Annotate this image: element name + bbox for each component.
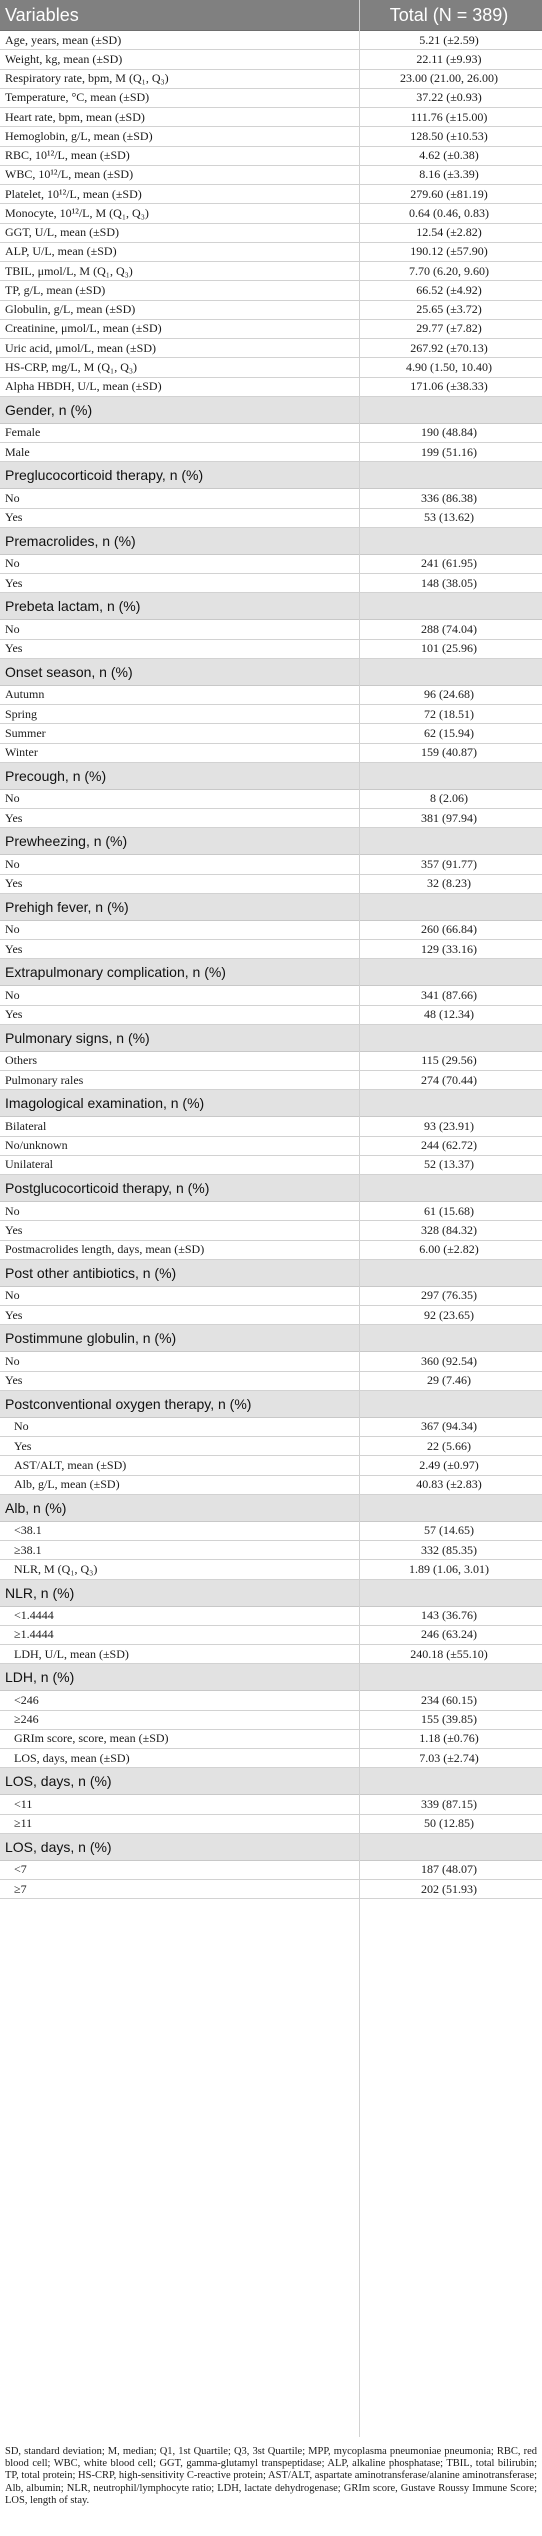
total-value: 111.76 (±15.00) (410, 109, 488, 124)
total-value: 52 (13.37) (424, 1157, 474, 1172)
table-row (0, 108, 542, 127)
variable-label: No (14, 1419, 29, 1434)
variable-label: No (5, 1203, 20, 1218)
table-row (0, 358, 542, 377)
table-row (0, 1006, 542, 1025)
section-label: Extrapulmonary complication, n (%) (5, 964, 226, 981)
section-label: Imagological examination, n (%) (5, 1095, 205, 1112)
total-value: 53 (13.62) (424, 510, 474, 525)
total-value: 199 (51.16) (421, 444, 477, 459)
variable-label: No/unknown (5, 1138, 68, 1153)
table-row (0, 1880, 542, 1899)
table-row (0, 875, 542, 894)
total-value: 190 (48.84) (421, 425, 477, 440)
variable-label: Yes (5, 1307, 23, 1322)
total-value: 2.49 (±0.97) (419, 1457, 479, 1472)
total-value: 148 (38.05) (421, 575, 477, 590)
variable-label: No (5, 856, 20, 871)
variable-label: <11 (14, 1796, 33, 1811)
total-value: 5.21 (±2.59) (419, 32, 479, 47)
variable-label: <246 (14, 1692, 39, 1707)
table-row (0, 1352, 542, 1371)
variable-label: RBC, 10¹²/L, mean (±SD) (5, 148, 130, 163)
total-value: 246 (63.24) (421, 1627, 477, 1642)
section-header-row (0, 1768, 542, 1795)
table-body (0, 31, 542, 1899)
variable-label: No (5, 1353, 20, 1368)
table-row (0, 1795, 542, 1814)
variable-label: No (5, 791, 20, 806)
total-value: 328 (84.32) (421, 1222, 477, 1237)
table-row (0, 1607, 542, 1626)
variable-label: ALP, U/L, mean (±SD) (5, 244, 117, 259)
variable-label: <1.4444 (14, 1608, 54, 1623)
total-value: 260 (66.84) (421, 922, 477, 937)
table-row (0, 940, 542, 959)
total-value: 0.64 (0.46, 0.83) (409, 205, 489, 220)
total-value: 57 (14.65) (424, 1523, 474, 1538)
section-label: NLR, n (%) (5, 1584, 75, 1601)
total-value: 22.11 (±9.93) (416, 51, 482, 66)
variable-label: Summer (5, 725, 46, 740)
table-row (0, 1456, 542, 1475)
variable-label: Yes (14, 1438, 32, 1453)
table-row (0, 1221, 542, 1240)
total-value: 381 (97.94) (421, 810, 477, 825)
variable-label: LDH, U/L, mean (±SD) (14, 1646, 129, 1661)
variable-label: Spring (5, 706, 38, 721)
section-label: Preglucocorticoid therapy, n (%) (5, 467, 204, 484)
total-value: 48 (12.34) (424, 1007, 474, 1022)
total-value: 187 (48.07) (421, 1862, 477, 1877)
table-row (0, 1306, 542, 1325)
section-label: Prehigh fever, n (%) (5, 898, 129, 915)
table-row (0, 89, 542, 108)
table-row (0, 301, 542, 320)
total-value: 8 (2.06) (430, 791, 468, 806)
section-header-row (0, 1260, 542, 1287)
total-value: 357 (91.77) (421, 856, 477, 871)
total-value: 267.92 (±70.13) (410, 340, 488, 355)
table-row (0, 443, 542, 462)
total-value: 202 (51.93) (421, 1881, 477, 1896)
variable-label: No (5, 556, 20, 571)
total-value: 62 (15.94) (424, 725, 474, 740)
section-header-row (0, 1175, 542, 1202)
variable-label: Bilateral (5, 1118, 47, 1133)
variable-label: Monocyte, 10¹²/L, M (Q₁, Q₃) (5, 205, 149, 220)
variable-label: No (5, 1288, 20, 1303)
variable-label: No (5, 987, 20, 1002)
total-value: 29.77 (±7.82) (416, 321, 482, 336)
variable-label: Temperature, °C, mean (±SD) (5, 90, 150, 105)
variable-label: AST/ALT, mean (±SD) (14, 1457, 127, 1472)
table-row (0, 262, 542, 281)
table-row (0, 1052, 542, 1071)
total-value: 241 (61.95) (421, 556, 477, 571)
total-value: 50 (12.85) (424, 1816, 474, 1831)
total-value: 25.65 (±3.72) (416, 302, 482, 317)
total-value: 93 (23.91) (424, 1118, 474, 1133)
table-row (0, 986, 542, 1005)
table-row (0, 855, 542, 874)
table-row (0, 1418, 542, 1437)
total-value: 115 (29.56) (421, 1053, 477, 1068)
table-row (0, 809, 542, 828)
table-row (0, 1476, 542, 1495)
total-value: 96 (24.68) (424, 687, 474, 702)
total-value: 341 (87.66) (421, 987, 477, 1002)
variable-label: Yes (5, 1222, 23, 1237)
total-value: 7.03 (±2.74) (419, 1750, 479, 1765)
table-row (0, 70, 542, 89)
table-row (0, 1861, 542, 1880)
table-row (0, 1626, 542, 1645)
table-row (0, 1749, 542, 1768)
table-row (0, 31, 542, 50)
table-row (0, 1522, 542, 1541)
table-row (0, 620, 542, 639)
header-total: Total (N = 389) (389, 4, 509, 25)
total-value: 159 (40.87) (421, 745, 477, 760)
section-label: Gender, n (%) (5, 401, 93, 418)
table-row (0, 489, 542, 508)
total-value: 332 (85.35) (421, 1542, 477, 1557)
variable-label: Autumn (5, 687, 45, 702)
section-header-row (0, 1325, 542, 1352)
table-row (0, 281, 542, 300)
variable-label: Alpha HBDH, U/L, mean (±SD) (5, 379, 162, 394)
total-value: 240.18 (±55.10) (410, 1646, 488, 1661)
table-row (0, 1560, 542, 1579)
total-value: 190.12 (±57.90) (410, 244, 488, 259)
variable-label: Male (5, 444, 30, 459)
section-header-row (0, 959, 542, 986)
section-header-row (0, 1664, 542, 1691)
total-value: 22 (5.66) (427, 1438, 471, 1453)
variable-label: Winter (5, 745, 38, 760)
total-value: 234 (60.15) (421, 1692, 477, 1707)
table-row (0, 1815, 542, 1834)
table-row (0, 320, 542, 339)
variable-label: Creatinine, μmol/L, mean (±SD) (5, 321, 162, 336)
table-row (0, 1711, 542, 1730)
table-row (0, 1541, 542, 1560)
table-row (0, 204, 542, 223)
variable-label: ≥1.4444 (14, 1627, 54, 1642)
table-row (0, 1071, 542, 1090)
total-value: 4.62 (±0.38) (419, 148, 479, 163)
table-row (0, 790, 542, 809)
section-header-row (0, 1025, 542, 1052)
total-value: 6.00 (±2.82) (419, 1242, 479, 1257)
section-label: Post other antibiotics, n (%) (5, 1264, 177, 1281)
table-row (0, 1202, 542, 1221)
total-value: 101 (25.96) (421, 641, 477, 656)
total-value: 339 (87.15) (421, 1796, 477, 1811)
section-label: LOS, days, n (%) (5, 1838, 112, 1855)
section-header-row (0, 1834, 542, 1861)
total-value: 297 (76.35) (421, 1288, 477, 1303)
variable-label: Others (5, 1053, 37, 1068)
total-value: 1.89 (1.06, 3.01) (409, 1561, 489, 1576)
table-row (0, 1372, 542, 1391)
section-label: LDH, n (%) (5, 1669, 75, 1686)
section-label: Onset season, n (%) (5, 663, 133, 680)
table-row (0, 705, 542, 724)
variable-label: Yes (5, 876, 23, 891)
total-value: 12.54 (±2.82) (416, 225, 482, 240)
variable-label: WBC, 10¹²/L, mean (±SD) (5, 167, 134, 182)
total-value: 129 (33.16) (421, 941, 477, 956)
table-row (0, 724, 542, 743)
total-value: 72 (18.51) (424, 706, 474, 721)
section-label: Postconventional oxygen therapy, n (%) (5, 1395, 252, 1412)
table-row (0, 50, 542, 69)
section-header-row (0, 828, 542, 855)
table-row (0, 166, 542, 185)
table-row (0, 1437, 542, 1456)
variable-label: GRIm score, score, mean (±SD) (14, 1731, 169, 1746)
variable-label: GGT, U/L, mean (±SD) (5, 225, 120, 240)
section-header-row (0, 397, 542, 424)
table-header (0, 0, 542, 31)
variable-label: No (5, 490, 20, 505)
section-label: Pulmonary signs, n (%) (5, 1029, 150, 1046)
variable-label: Age, years, mean (±SD) (5, 32, 122, 47)
section-label: Precough, n (%) (5, 767, 107, 784)
table-row (0, 744, 542, 763)
section-header-row (0, 894, 542, 921)
column-divider (359, 0, 360, 2437)
total-value: 336 (86.38) (421, 490, 477, 505)
table-row (0, 1241, 542, 1260)
total-value: 367 (94.34) (421, 1419, 477, 1434)
table-row (0, 1156, 542, 1175)
total-value: 274 (70.44) (421, 1072, 477, 1087)
table-row (0, 1645, 542, 1664)
table-row (0, 574, 542, 593)
variable-label: Yes (5, 510, 23, 525)
table-row (0, 424, 542, 443)
total-value: 143 (36.76) (421, 1608, 477, 1623)
total-value: 155 (39.85) (421, 1712, 477, 1727)
total-value: 29 (7.46) (427, 1373, 471, 1388)
variable-label: HS-CRP, mg/L, M (Q₁, Q₃) (5, 359, 138, 374)
section-header-row (0, 1090, 542, 1117)
variable-label: Yes (5, 941, 23, 956)
section-header-row (0, 462, 542, 489)
table-row (0, 686, 542, 705)
total-value: 40.83 (±2.83) (416, 1477, 482, 1492)
variable-label: <7 (14, 1862, 27, 1877)
total-value: 23.00 (21.00, 26.00) (400, 71, 498, 86)
table-row (0, 224, 542, 243)
table-row (0, 1117, 542, 1136)
total-value: 1.18 (±0.76) (419, 1731, 479, 1746)
total-value: 4.90 (1.50, 10.40) (406, 359, 492, 374)
section-label: Postglucocorticoid therapy, n (%) (5, 1180, 210, 1196)
variable-label: ≥246 (14, 1712, 39, 1727)
variable-label: Yes (5, 810, 23, 825)
total-value: 288 (74.04) (421, 621, 477, 636)
table-row (0, 1287, 542, 1306)
variable-label: Globulin, g/L, mean (±SD) (5, 302, 136, 317)
section-label: Prebeta lactam, n (%) (5, 598, 141, 615)
variable-label: Platelet, 10¹²/L, mean (±SD) (5, 186, 142, 201)
variable-label: Hemoglobin, g/L, mean (±SD) (5, 128, 153, 143)
total-value: 360 (92.54) (421, 1353, 477, 1368)
variable-label: Postmacrolides length, days, mean (±SD) (5, 1242, 205, 1257)
total-value: 37.22 (±0.93) (416, 90, 482, 105)
variable-label: LOS, days, mean (±SD) (14, 1750, 130, 1765)
section-label: Premacrolides, n (%) (5, 532, 136, 549)
table-row (0, 147, 542, 166)
section-header-row (0, 1495, 542, 1522)
total-value: 8.16 (±3.39) (419, 167, 479, 182)
variable-label: NLR, M (Q₁, Q₃) (14, 1561, 98, 1576)
section-label: Postimmune globulin, n (%) (5, 1330, 177, 1347)
total-value: 244 (62.72) (421, 1138, 477, 1153)
total-value: 171.06 (±38.33) (410, 379, 488, 394)
variable-label: Female (5, 425, 41, 440)
section-header-row (0, 659, 542, 686)
table-row (0, 1730, 542, 1749)
variable-label: Pulmonary rales (5, 1072, 84, 1087)
table-row (0, 1691, 542, 1710)
table-row (0, 555, 542, 574)
table-row (0, 921, 542, 940)
table-row (0, 339, 542, 358)
table-row (0, 1137, 542, 1156)
section-header-row (0, 1580, 542, 1607)
variable-label: Yes (5, 1373, 23, 1388)
variable-label: Weight, kg, mean (±SD) (5, 51, 123, 66)
table-row (0, 509, 542, 528)
table-footnote: SD, standard deviation; M, median; Q1, 1st Quartile; Q3, 3st Quartile; MPP, mycoplasma pneumoniae pneumonia; RBC, red blood cell; WBC, white blood cell; GGT, gamma-glutamyl transpeptidase; ALP, alkaline phosphatase; TBIL, total bilirubin; TP, total protein; HS-CRP, high-sensitivity C-reactive protein; AST/ALT, aspartate aminotransferase/alanine aminotransferase; Alb, albumin; NLR, neutrophil/lymphocyte ratio; LDH, lactate dehydrogenase; GRIm score, Gustave Roussy Immune Score; LOS, length of stay. (5, 2446, 537, 2506)
total-value: 7.70 (6.20, 9.60) (409, 263, 489, 278)
variable-label: ≥7 (14, 1881, 27, 1896)
section-label: Prewheezing, n (%) (5, 833, 128, 850)
variable-label: No (5, 621, 20, 636)
variable-label: <38.1 (14, 1523, 42, 1538)
total-value: 66.52 (±4.92) (416, 282, 482, 297)
variable-label: ≥11 (14, 1816, 33, 1831)
table-row (0, 243, 542, 262)
section-header-row (0, 528, 542, 555)
variable-label: Yes (5, 575, 23, 590)
section-label: LOS, days, n (%) (5, 1773, 112, 1790)
variable-label: No (5, 922, 20, 937)
variable-label: ≥38.1 (14, 1542, 42, 1557)
table-row (0, 640, 542, 659)
variable-label: Yes (5, 641, 23, 656)
total-value: 61 (15.68) (424, 1203, 474, 1218)
total-value: 279.60 (±81.19) (410, 186, 488, 201)
variable-label: Unilateral (5, 1157, 53, 1172)
variable-label: Alb, g/L, mean (±SD) (14, 1477, 120, 1492)
section-header-row (0, 593, 542, 620)
table-row (0, 378, 542, 397)
table-row (0, 127, 542, 146)
variable-label: Uric acid, μmol/L, mean (±SD) (5, 340, 156, 355)
variable-label: Heart rate, bpm, mean (±SD) (5, 109, 145, 124)
header-variables: Variables (5, 4, 79, 25)
section-header-row (0, 763, 542, 790)
variable-label: TBIL, μmol/L, M (Q₁, Q₃) (5, 263, 133, 278)
variable-label: TP, g/L, mean (±SD) (5, 282, 106, 297)
total-value: 32 (8.23) (427, 876, 471, 891)
variable-label: Yes (5, 1007, 23, 1022)
table-row (0, 185, 542, 204)
total-value: 128.50 (±10.53) (410, 128, 488, 143)
variable-label: Respiratory rate, bpm, M (Q₁, Q₃) (5, 71, 169, 86)
section-label: Alb, n (%) (5, 1499, 67, 1516)
total-value: 92 (23.65) (424, 1307, 474, 1322)
section-header-row (0, 1391, 542, 1418)
